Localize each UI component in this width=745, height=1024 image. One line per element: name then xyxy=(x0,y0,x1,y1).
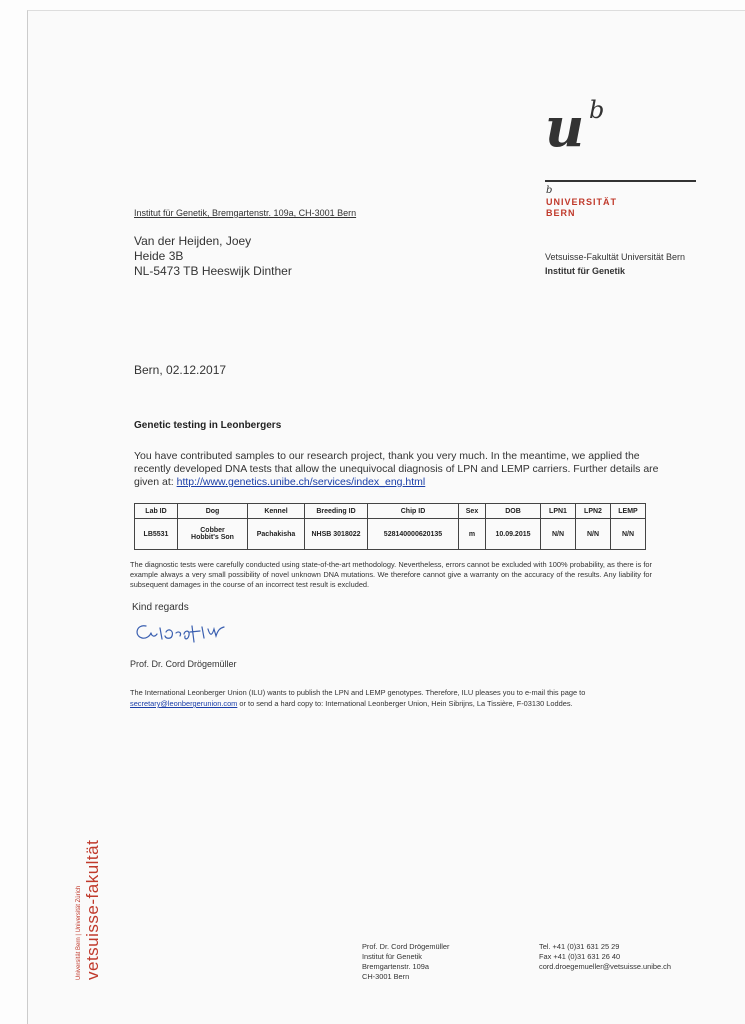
ilu-text-part1: The International Leonberger Union (ILU) wants to publish the LPN and LEMP genotypes. Therefore, ILU pleases you to e-mail this page to xyxy=(130,688,586,697)
closing-greeting: Kind regards xyxy=(132,602,189,613)
header-lemp: LEMP xyxy=(611,504,646,519)
signer-name: Prof. Dr. Cord Drögemüller xyxy=(130,659,237,669)
ilu-text-part2: or to send a hard copy to: International Leonberger Union, Hein Sibrijns, La Tissière, F-03130 Loddes. xyxy=(237,699,573,708)
cell-breeding-id: NHSB 3018022 xyxy=(305,519,368,550)
table-row xyxy=(135,519,646,550)
logo-small-b: b xyxy=(546,185,553,196)
recipient-address xyxy=(134,234,292,279)
letter-subject: Genetic testing in Leonbergers xyxy=(134,420,282,431)
vertical-faculty-brand xyxy=(75,810,115,980)
footer-address-line: CH-3001 Bern xyxy=(362,972,410,981)
footer-address xyxy=(362,942,449,982)
cell-dog xyxy=(178,519,248,550)
header-lpn2: LPN2 xyxy=(576,504,611,519)
faculty-name: Vetsuisse-Fakultät Universität Bern xyxy=(545,252,686,262)
recipient-name: Van der Heijden, Joey xyxy=(134,234,252,248)
header-dob: DOB xyxy=(486,504,541,519)
university-logo xyxy=(545,95,605,159)
cell-kennel: Pachakisha xyxy=(248,519,305,550)
header-kennel: Kennel xyxy=(248,504,305,519)
cell-lpn2: N/N xyxy=(576,519,611,550)
footer-address-line: Institut für Genetik xyxy=(362,952,422,961)
table-header-row xyxy=(135,504,646,519)
header-lpn1: LPN1 xyxy=(541,504,576,519)
footer-address-line: Bremgartenstr. 109a xyxy=(362,962,429,971)
handwritten-signature xyxy=(132,618,247,646)
ilu-notice xyxy=(130,687,670,709)
footer-email[interactable]: cord.droegemueller@vetsuisse.unibe.ch xyxy=(539,962,671,971)
letter-date: Bern, 02.12.2017 xyxy=(134,363,227,377)
logo-superscript-b: b xyxy=(589,96,605,124)
cell-lemp: N/N xyxy=(611,519,646,550)
letter-body xyxy=(134,450,664,489)
vertical-brand-universities: Universität Bern | Universität Zürich xyxy=(76,885,82,980)
header-dog: Dog xyxy=(178,504,248,519)
institute-name: Institut für Genetik xyxy=(545,266,626,276)
logo-letter-u: u xyxy=(545,95,585,159)
header-breeding-id: Breeding ID xyxy=(305,504,368,519)
cell-dob: 10.09.2015 xyxy=(486,519,541,550)
footer-phone: Tel. +41 (0)31 631 25 29 xyxy=(539,942,620,951)
cell-dog-name: Cobber xyxy=(200,527,225,534)
return-address: Institut für Genetik, Bremgartenstr. 109a, CH-3001 Bern xyxy=(134,208,357,218)
footer-contact xyxy=(539,942,671,972)
university-name xyxy=(546,197,617,219)
results-table xyxy=(134,503,646,550)
body-text: You have contributed samples to our research project, thank you very much. In the meantime, we applied the recently developed DNA tests that allow the unequivocal diagnosis of LPN and LEMP carriers. Further details are given at: xyxy=(134,450,659,488)
cell-chip-id: 528140000620135 xyxy=(368,519,459,550)
university-name-line1: UNIVERSITÄT xyxy=(546,197,618,207)
genetics-link[interactable]: http://www.genetics.unibe.ch/services/index_eng.html xyxy=(176,476,426,488)
cell-sex: m xyxy=(459,519,486,550)
recipient-city: NL-5473 TB Heeswijk Dinther xyxy=(134,264,292,278)
header-chip-id: Chip ID xyxy=(368,504,459,519)
ilu-email-link[interactable]: secretary@leonbergerunion.com xyxy=(130,699,238,708)
header-lab-id: Lab ID xyxy=(135,504,178,519)
vertical-brand-name: vetsuisse-fakultät xyxy=(83,839,102,980)
logo-divider xyxy=(545,180,696,182)
cell-lpn1: N/N xyxy=(541,519,576,550)
cell-dog-kennel-name: Hobbit's Son xyxy=(191,534,234,541)
university-name-line2: BERN xyxy=(546,208,576,218)
faculty-block xyxy=(545,250,685,278)
footer-address-line: Prof. Dr. Cord Drögemüller xyxy=(362,942,450,951)
header-sex: Sex xyxy=(459,504,486,519)
cell-lab-id: LB5531 xyxy=(135,519,178,550)
disclaimer-text: The diagnostic tests were carefully conducted using state-of-the-art methodology. Nevertheless, errors cannot be excluded with 100% probability, as there is for example always a very small possibility of novel unknown DNA mutations. We therefore cannot give a warranty on the accuracy of the results. Any liability for subsequent damages in the course of an incorrect test result is excluded. xyxy=(130,560,652,589)
recipient-street: Heide 3B xyxy=(134,249,184,263)
footer-fax: Fax +41 (0)31 631 26 40 xyxy=(539,952,621,961)
